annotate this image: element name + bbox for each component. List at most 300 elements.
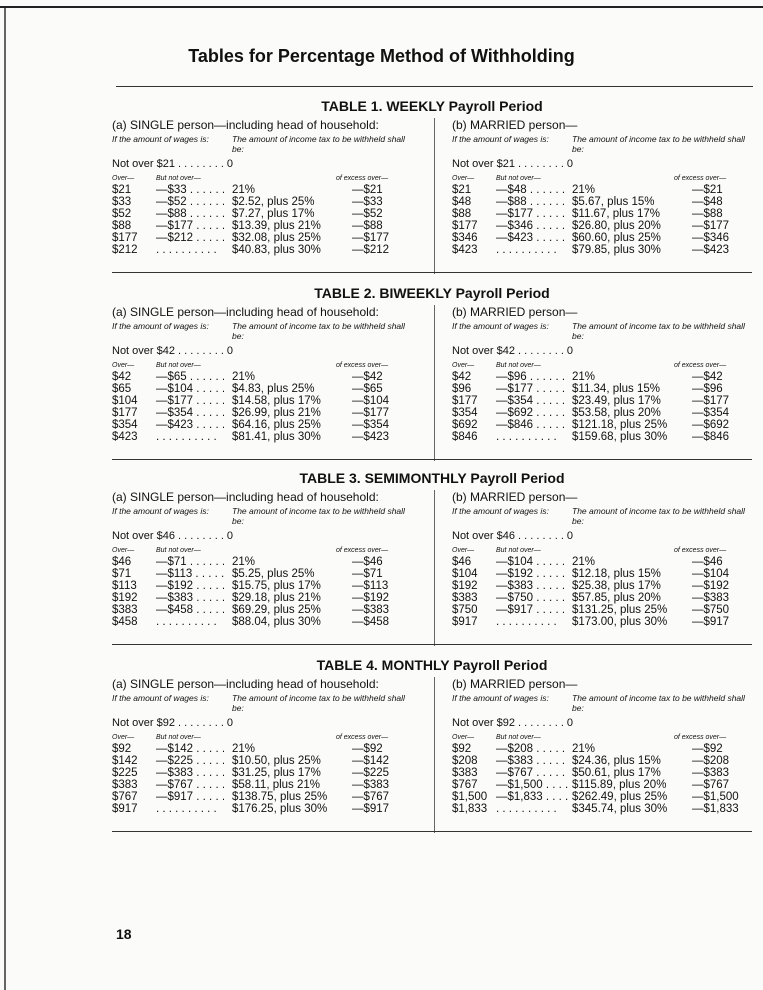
bracket-over: $383 [112,604,138,616]
bracket-not-over: —$88 . . . . . . [496,196,566,208]
bracket-not-over: —$142 . . . . . [156,743,226,755]
table-row [112,395,432,407]
tax-amount: $4.83, plus 25% [232,383,315,395]
table-row [112,431,432,443]
table-row [112,767,432,779]
excess-over: —$71 [352,568,383,580]
not-over-line: Not over $92 . . . . . . . . 0 [452,717,574,729]
of-excess-over-header: of excess over— [674,734,727,741]
bracket-not-over: —$383 . . . . . [156,767,226,779]
table-row [112,407,432,419]
excess-over: —$208 [692,755,730,767]
bracket-not-over: —$354 . . . . . [496,395,566,407]
tax-amount: $60.60, plus 25% [572,232,661,244]
bracket-over: $346 [452,232,478,244]
table-row [112,568,432,580]
tax-amount: $173.00, plus 30% [572,616,668,628]
bracket-not-over: —$177 . . . . . [496,383,566,395]
not-over-line: Not over $92 . . . . . . . . 0 [112,717,234,729]
table-title: TABLE 4. MONTHLY Payroll Period [316,657,548,673]
bracket-over: $21 [452,184,472,196]
excess-over: —$142 [352,755,390,767]
excess-over: —$917 [692,616,730,628]
excess-over: —$354 [692,407,730,419]
tax-amount: $29.18, plus 21% [232,592,321,604]
of-excess-over-header: of excess over— [674,175,727,182]
tax-amount: $262.49, plus 25% [572,791,668,803]
title-rule [116,86,753,87]
excess-over: —$423 [692,244,730,256]
table-row [112,616,432,628]
tax-amount: 21% [572,184,596,196]
not-over-line: Not over $46 . . . . . . . . 0 [112,530,234,542]
but-not-over-header: But not over— [496,175,541,182]
excess-over: —$92 [692,743,723,755]
bracket-over: $750 [452,604,478,616]
bracket-not-over: . . . . . . . . . . [156,244,217,256]
excess-over: —$33 [352,196,383,208]
column-captions [112,321,432,343]
married-person-heading: (b) MARRIED person— [452,490,578,504]
bracket-not-over: —$1,500 . . . . [496,779,569,791]
tax-amount: 21% [572,556,596,568]
bracket-column-headers [112,546,432,556]
not-over-line: Not over $46 . . . . . . . . 0 [452,530,574,542]
excess-over: —$750 [692,604,730,616]
single-person-heading: (a) SINGLE person—including head of household: [112,118,379,132]
excess-over: —$177 [352,232,390,244]
excess-over: —$917 [352,803,390,815]
bracket-over: $33 [112,196,132,208]
wages-caption: If the amount of wages is: [112,693,209,703]
bracket-over: $177 [452,395,478,407]
wages-caption: If the amount of wages is: [452,693,549,703]
tax-caption: The amount of income tax to be withheld shall be: [572,693,745,713]
single-person-column [112,116,432,256]
bracket-not-over: —$96 . . . . . . [496,371,566,383]
bracket-over: $48 [452,196,472,208]
bracket-over: $177 [112,232,138,244]
tax-amount: $79.85, plus 30% [572,244,661,256]
table-row [452,419,752,431]
over-header: Over— [452,362,475,369]
column-captions [112,506,432,528]
of-excess-over-header: of excess over— [674,362,727,369]
table-row [452,244,752,256]
bracket-not-over: —$48 . . . . . . [496,184,566,196]
column-captions [452,321,752,343]
excess-over: —$42 [692,371,723,383]
bracket-over: $1,500 [452,791,488,803]
page-number: 18 [116,926,132,942]
left-border-rule [4,8,6,990]
table-row [112,803,432,815]
bracket-over: $142 [112,755,138,767]
table-row [452,395,752,407]
payroll-table [112,655,752,835]
bracket-not-over: —$917 . . . . . [496,604,566,616]
tax-amount: $26.99, plus 21% [232,407,321,419]
bracket-column-headers [112,361,432,371]
tax-amount: $32.08, plus 25% [232,232,321,244]
tax-amount: 21% [232,743,256,755]
table-row [452,803,752,815]
top-border-rule [0,6,763,8]
wages-caption: If the amount of wages is: [112,321,209,331]
tax-caption: The amount of income tax to be withheld shall be: [572,321,745,341]
bracket-column-headers [452,733,752,743]
tax-amount: 21% [572,743,596,755]
over-header: Over— [452,175,475,182]
tax-amount: $121.18, plus 25% [572,419,668,431]
table-row [452,592,752,604]
tax-amount: 21% [232,184,256,196]
tax-caption: The amount of income tax to be withheld shall be: [232,134,405,154]
table-row [452,580,752,592]
tax-amount: 21% [572,371,596,383]
tax-amount: $7.27, plus 17% [232,208,315,220]
table-row [112,232,432,244]
bracket-not-over: —$33 . . . . . . [156,184,226,196]
table-row [452,220,752,232]
table-row [452,791,752,803]
table-body [112,303,752,463]
tax-amount: $11.67, plus 17% [572,208,661,220]
tax-amount: $159.68, plus 30% [572,431,668,443]
not-over-line: Not over $21 . . . . . . . . 0 [112,158,234,170]
tax-amount: $88.04, plus 30% [232,616,321,628]
excess-over: —$692 [692,419,730,431]
table-title: TABLE 1. WEEKLY Payroll Period [321,98,543,114]
table-row [452,568,752,580]
table-row [112,580,432,592]
bracket-over: $92 [452,743,472,755]
tax-amount: $40.83, plus 30% [232,244,321,256]
table-row [452,196,752,208]
bracket-not-over: . . . . . . . . . . [156,803,217,815]
excess-over: —$346 [692,232,730,244]
excess-over: —$192 [692,580,730,592]
bracket-not-over: . . . . . . . . . . [156,616,217,628]
table-body [112,675,752,835]
bracket-not-over: —$52 . . . . . . [156,196,226,208]
tax-amount: $11.34, plus 15% [572,383,661,395]
table-body [112,116,752,276]
table-row [452,371,752,383]
bracket-over: $212 [112,244,138,256]
table-row [112,184,432,196]
excess-over: —$354 [352,419,390,431]
tax-amount: $131.25, plus 25% [572,604,668,616]
table-row [112,208,432,220]
table-row [452,779,752,791]
tax-amount: $69.29, plus 25% [232,604,321,616]
not-over-line: Not over $21 . . . . . . . . 0 [452,158,574,170]
table-bottom-rule [112,831,752,832]
excess-over: —$458 [352,616,390,628]
bracket-over: $383 [112,779,138,791]
married-person-column [452,488,752,628]
table-row [112,196,432,208]
bracket-not-over: . . . . . . . . . . [156,431,217,443]
excess-over: —$48 [692,196,723,208]
table-row [452,556,752,568]
bracket-not-over: —$177 . . . . . [156,220,226,232]
column-divider [434,677,435,833]
bracket-not-over: —$71 . . . . . . [156,556,226,568]
table-body [112,488,752,648]
excess-over: —$21 [352,184,383,196]
single-person-column [112,303,432,443]
bracket-not-over: . . . . . . . . . . [496,431,557,443]
bracket-over: $192 [452,580,478,592]
single-person-heading: (a) SINGLE person—including head of household: [112,677,379,691]
of-excess-over-header: of excess over— [336,547,389,554]
column-divider [434,118,435,274]
single-person-heading: (a) SINGLE person—including head of household: [112,305,379,319]
excess-over: —$767 [692,779,730,791]
bracket-over: $177 [112,407,138,419]
bracket-not-over: —$423 . . . . . [496,232,566,244]
tax-amount: $5.25, plus 25% [232,568,315,580]
bracket-not-over: —$750 . . . . . [496,592,566,604]
wages-caption: If the amount of wages is: [452,506,549,516]
tax-amount: $5.67, plus 15% [572,196,655,208]
bracket-not-over: —$104 . . . . . [496,556,566,568]
excess-over: —$225 [352,767,390,779]
table-title: TABLE 2. BIWEEKLY Payroll Period [314,285,550,301]
bracket-not-over: —$458 . . . . . [156,604,226,616]
over-header: Over— [112,362,135,369]
tax-amount: $53.58, plus 20% [572,407,661,419]
column-captions [452,693,752,715]
column-divider [434,305,435,461]
bracket-not-over: —$383 . . . . . [156,592,226,604]
bracket-over: $52 [112,208,132,220]
bracket-not-over: —$208 . . . . . [496,743,566,755]
bracket-not-over: —$113 . . . . . [156,568,225,580]
table-row [112,592,432,604]
bracket-over: $423 [112,431,138,443]
tax-amount: $345.74, plus 30% [572,803,668,815]
table-row [112,791,432,803]
tax-amount: $14.58, plus 17% [232,395,321,407]
but-not-over-header: But not over— [156,734,201,741]
bracket-not-over: . . . . . . . . . . [496,803,557,815]
bracket-not-over: —$177 . . . . . [156,395,226,407]
tax-amount: $50.61, plus 17% [572,767,661,779]
bracket-column-headers [452,174,752,184]
bracket-column-headers [452,361,752,371]
excess-over: —$383 [352,779,390,791]
table-row [452,616,752,628]
tax-amount: $25.38, plus 17% [572,580,661,592]
excess-over: —$212 [352,244,390,256]
wages-caption: If the amount of wages is: [112,506,209,516]
of-excess-over-header: of excess over— [674,547,727,554]
but-not-over-header: But not over— [156,175,201,182]
bracket-column-headers [112,174,432,184]
of-excess-over-header: of excess over— [336,175,389,182]
bracket-not-over: —$88 . . . . . . [156,208,226,220]
tax-amount: $26.80, plus 20% [572,220,661,232]
tax-amount: $81.41, plus 30% [232,431,321,443]
bracket-over: $104 [452,568,478,580]
table-row [112,604,432,616]
not-over-line: Not over $42 . . . . . . . . 0 [452,345,574,357]
table-row [452,755,752,767]
excess-over: —$92 [352,743,383,755]
table-row [452,407,752,419]
tax-amount: $31.25, plus 17% [232,767,321,779]
bracket-not-over: —$212 . . . . . [156,232,226,244]
bracket-over: $354 [112,419,138,431]
bracket-column-headers [112,733,432,743]
bracket-not-over: —$692 . . . . . [496,407,566,419]
bracket-over: $692 [452,419,478,431]
table-bottom-rule [112,459,752,460]
bracket-over: $88 [112,220,132,232]
bracket-over: $113 [112,580,137,592]
table-row [112,220,432,232]
excess-over: —$113 [352,580,389,592]
excess-over: —$46 [692,556,723,568]
but-not-over-header: But not over— [496,547,541,554]
over-header: Over— [112,547,135,554]
bracket-over: $92 [112,743,132,755]
table-bottom-rule [112,272,752,273]
excess-over: —$88 [352,220,383,232]
bracket-over: $88 [452,208,472,220]
tax-caption: The amount of income tax to be withheld shall be: [232,693,405,713]
excess-over: —$1,500 [692,791,739,803]
married-person-column [452,303,752,443]
table-row [112,556,432,568]
single-person-heading: (a) SINGLE person—including head of household: [112,490,379,504]
bracket-over: $458 [112,616,138,628]
excess-over: —$767 [352,791,390,803]
tax-amount: $57.85, plus 20% [572,592,661,604]
table-row [452,208,752,220]
bracket-over: $42 [112,371,132,383]
excess-over: —$96 [692,383,723,395]
bracket-over: $192 [112,592,138,604]
table-row [112,419,432,431]
married-person-heading: (b) MARRIED person— [452,305,578,319]
tax-amount: $64.16, plus 25% [232,419,321,431]
bracket-over: $383 [452,592,478,604]
tax-caption: The amount of income tax to be withheld shall be: [572,506,745,526]
excess-over: —$192 [352,592,390,604]
bracket-over: $225 [112,767,138,779]
bracket-not-over: —$177 . . . . . [496,208,566,220]
bracket-not-over: —$383 . . . . . [496,755,566,767]
wages-caption: If the amount of wages is: [452,134,549,144]
married-person-column [452,675,752,815]
excess-over: —$46 [352,556,383,568]
excess-over: —$104 [352,395,390,407]
column-captions [452,506,752,528]
bracket-not-over: —$917 . . . . . [156,791,226,803]
bracket-not-over: —$192 . . . . . [156,580,226,592]
bracket-not-over: —$846 . . . . . [496,419,566,431]
bracket-over: $177 [452,220,478,232]
bracket-over: $96 [452,383,472,395]
excess-over: —$21 [692,184,723,196]
over-header: Over— [112,175,135,182]
bracket-over: $21 [112,184,132,196]
bracket-over: $42 [452,371,472,383]
table-row [452,431,752,443]
tax-amount: $15.75, plus 17% [232,580,321,592]
excess-over: —$177 [352,407,390,419]
bracket-not-over: —$104 . . . . . [156,383,226,395]
table-row [112,383,432,395]
bracket-over: $46 [452,556,472,568]
payroll-table [112,283,752,463]
bracket-over: $383 [452,767,478,779]
table-row [452,604,752,616]
excess-over: —$423 [352,431,390,443]
bracket-not-over: —$1,833 . . . . [496,791,569,803]
excess-over: —$65 [352,383,383,395]
excess-over: —$42 [352,371,383,383]
bracket-over: $208 [452,755,478,767]
bracket-over: $354 [452,407,478,419]
column-captions [112,693,432,715]
table-row [452,232,752,244]
bracket-not-over: —$225 . . . . . [156,755,226,767]
excess-over: —$846 [692,431,730,443]
bracket-not-over: —$423 . . . . . [156,419,226,431]
excess-over: —$104 [692,568,730,580]
table-row [112,755,432,767]
over-header: Over— [452,734,475,741]
table-row [452,767,752,779]
bracket-over: $767 [112,791,138,803]
bracket-not-over: —$767 . . . . . [156,779,226,791]
bracket-over: $65 [112,383,132,395]
bracket-over: $46 [112,556,132,568]
bracket-not-over: —$346 . . . . . [496,220,566,232]
tax-amount: $58.11, plus 21% [232,779,321,791]
tax-amount: $24.36, plus 15% [572,755,661,767]
of-excess-over-header: of excess over— [336,734,389,741]
tax-amount: $2.52, plus 25% [232,196,315,208]
excess-over: —$177 [692,395,730,407]
payroll-table [112,468,752,648]
payroll-table [112,96,752,276]
tax-amount: $138.75, plus 25% [232,791,328,803]
bracket-not-over: . . . . . . . . . . [496,244,557,256]
tax-amount: $176.25, plus 30% [232,803,328,815]
tax-amount: $10.50, plus 25% [232,755,321,767]
married-person-heading: (b) MARRIED person— [452,677,578,691]
table-row [452,743,752,755]
table-title: TABLE 3. SEMIMONTHLY Payroll Period [299,470,565,486]
bracket-over: $767 [452,779,478,791]
single-person-column [112,675,432,815]
but-not-over-header: But not over— [496,734,541,741]
column-divider [434,490,435,646]
wages-caption: If the amount of wages is: [112,134,209,144]
bracket-column-headers [452,546,752,556]
of-excess-over-header: of excess over— [336,362,389,369]
bracket-over: $104 [112,395,138,407]
married-person-heading: (b) MARRIED person— [452,118,578,132]
bracket-over: $423 [452,244,478,256]
excess-over: —$177 [692,220,730,232]
